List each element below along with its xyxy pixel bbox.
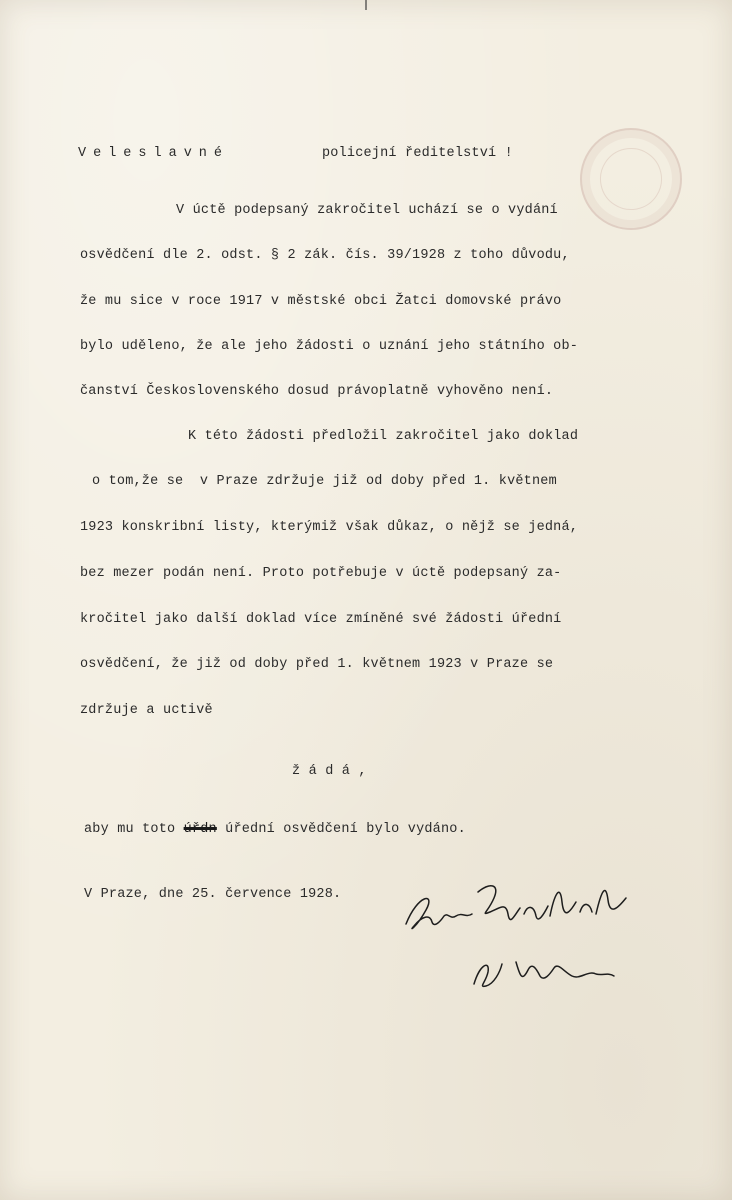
paragraph2-line-4: bez mezer podán není. Proto potřebuje v úctě podepsaný za- xyxy=(80,566,562,581)
date-line: V Praze, dne 25. července 1928. xyxy=(84,887,342,902)
final-line-after: úřední osvědčení bylo vydáno. xyxy=(216,822,466,837)
handwritten-signature-icon xyxy=(396,872,636,1012)
paragraph2-line-6: osvědčení, že již od doby před 1. květnem 1923 v Praze se xyxy=(80,657,554,672)
paragraph2-line-5: kročitel jako další doklad více zmíněné své žádosti úřední xyxy=(80,612,562,627)
request-word: ž á d á , xyxy=(292,764,367,779)
salutation-left: Veleslavné xyxy=(78,146,230,161)
margin-mark xyxy=(365,0,367,10)
paragraph2-line-2: o tom,že se v Praze zdržuje již od doby před 1. květnem xyxy=(92,474,557,489)
paragraph1-line-5: čanství Československého dosud právoplatně vyhověno není. xyxy=(80,384,554,399)
salutation-right: policejní ředitelství ! xyxy=(322,146,513,161)
paragraph1-line-3: že mu sice v roce 1917 v městské obci Žatci domovské právo xyxy=(80,294,562,309)
faded-stamp-icon xyxy=(571,119,692,240)
paragraph2-line-1: K této žádosti předložil zakročitel jako doklad xyxy=(188,429,579,444)
paragraph1-line-4: bylo uděleno, že ale jeho žádosti o uznání jeho státního ob- xyxy=(80,339,579,354)
paragraph2-line-7: zdržuje a uctivě xyxy=(80,703,213,718)
paragraph2-line-3: 1923 konskribní listy, kterýmiž však důkaz, o nějž se jedná, xyxy=(80,520,579,535)
final-line xyxy=(84,822,466,838)
struck-out-word: úřdn xyxy=(183,822,217,837)
paragraph1-line-1: V úctě podepsaný zakročitel uchází se o vydání xyxy=(176,203,558,218)
final-line-before: aby mu toto xyxy=(84,822,184,837)
paragraph1-line-2: osvědčení dle 2. odst. § 2 zák. čís. 39/1928 z toho důvodu, xyxy=(80,248,570,263)
